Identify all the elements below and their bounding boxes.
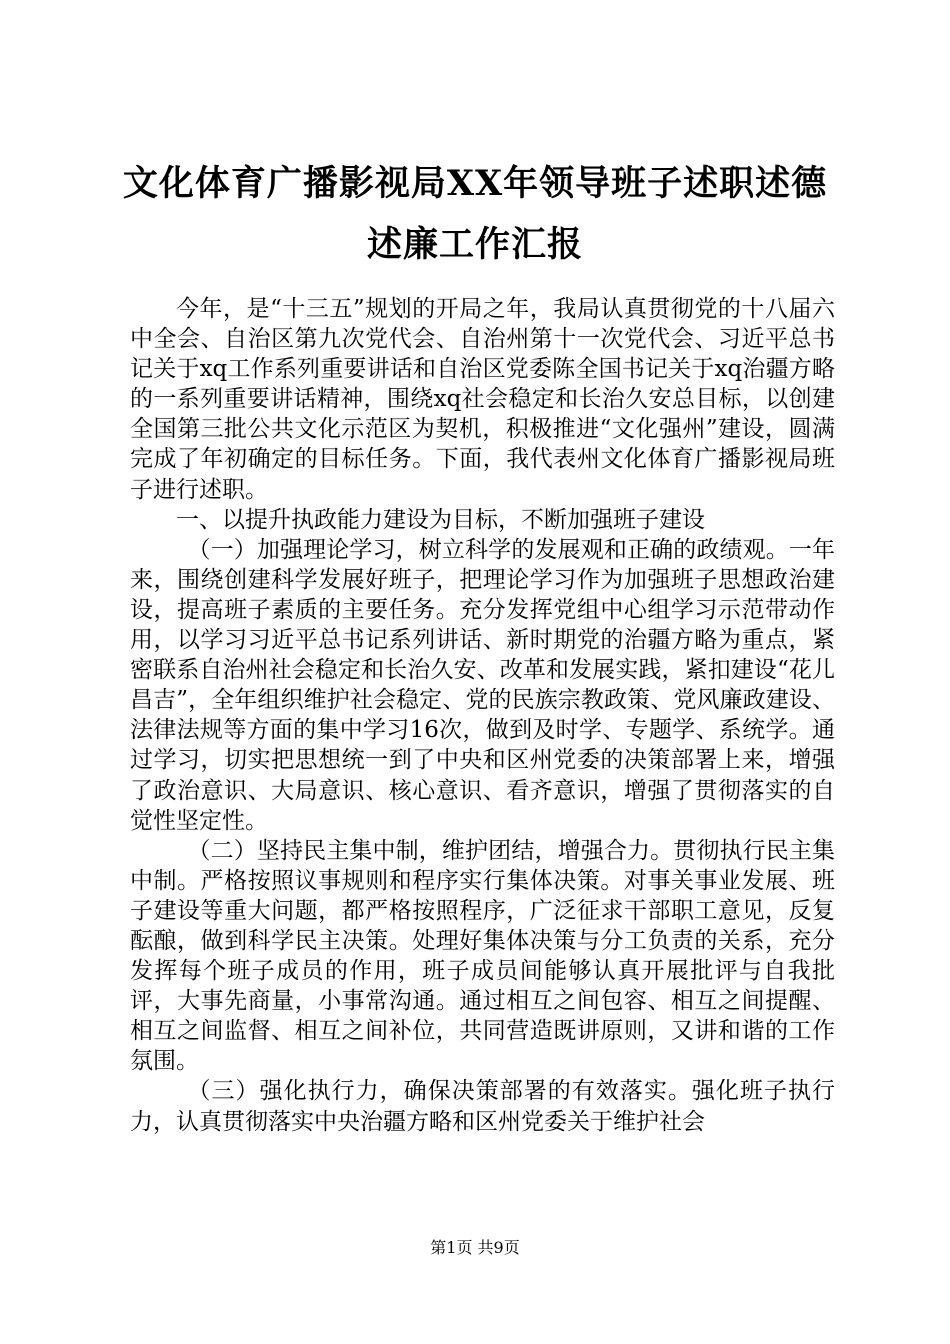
paragraph-subsection-1: （一）加强理论学习，树立科学的发展观和正确的政绩观。一年来，围绕创建科学发展好班子，把理论学习作为加强班子思想政治建设，提高班子素质的主要任务。充分发挥党组中心组学习示范带动作用，以学习习近平总书记系列讲话、新时期党的治疆方略为重点，紧密联系自治州社会稳定和长治久安、改革和发展实践，紧扣建设“花儿昌吉”，全年组织维护社会稳定、党的民族宗教政策、党风廉政建设、法律法规等方面的集中学习16次，做到及时学、专题学、系统学。通过学习，切实把思想统一到了中央和区州党委的决策部署上来，增强了政治意识、大局意识、核心意识、看齐意识，增强了贯彻落实的自觉性坚定性。 <box>130 536 835 834</box>
document-title-line-1: 文化体育广播影视局XX年领导班子述职述德 <box>122 163 828 204</box>
paragraph-subsection-2: （二）坚持民主集中制，维护团结，增强合力。贯彻执行民主集中制。严格按照议事规则和程序实行集体决策。对事关事业发展、班子建设等重大问题，都严格按照程序，广泛征求干部职工意见，反复酝酿，做到科学民主决策。处理好集体决策与分工负责的关系，充分发挥每个班子成员的作用，班子成员间能够认真开展批评与自我批评，大事先商量，小事常沟通。通过相互之间包容、相互之间提醒、相互之间监督、相互之间补位，共同营造既讲原则，又讲和谐的工作氛围。 <box>130 837 835 1075</box>
section-heading-1: 一、以提升执政能力建设为目标，不断加强班子建设 <box>176 506 705 533</box>
page-number-footer: 第1页 共9页 <box>430 1238 520 1257</box>
paragraph-intro: 今年，是“十三五”规划的开局之年，我局认真贯彻党的十八届六中全会、自治区第九次党代会、自治州第十一次党代会、习近平总书记关于xq工作系列重要讲话和自治区党委陈全国书记关于xq治疆方略的一系列重要讲话精神，围绕xq社会稳定和长治久安总目标，以创建全国第三批公共文化示范区为契机，积极推进“文化强州”建设，圆满完成了年初确定的目标任务。下面，我代表州文化体育广播影视局班子进行述职。 <box>130 296 835 503</box>
paragraph-subsection-3: （三）强化执行力，确保决策部署的有效落实。强化班子执行力，认真贯彻落实中央治疆方略和区州党委关于维护社会 <box>130 1078 835 1135</box>
document-body <box>130 294 835 1137</box>
document-title-line-2: 述廉工作汇报 <box>366 224 583 265</box>
